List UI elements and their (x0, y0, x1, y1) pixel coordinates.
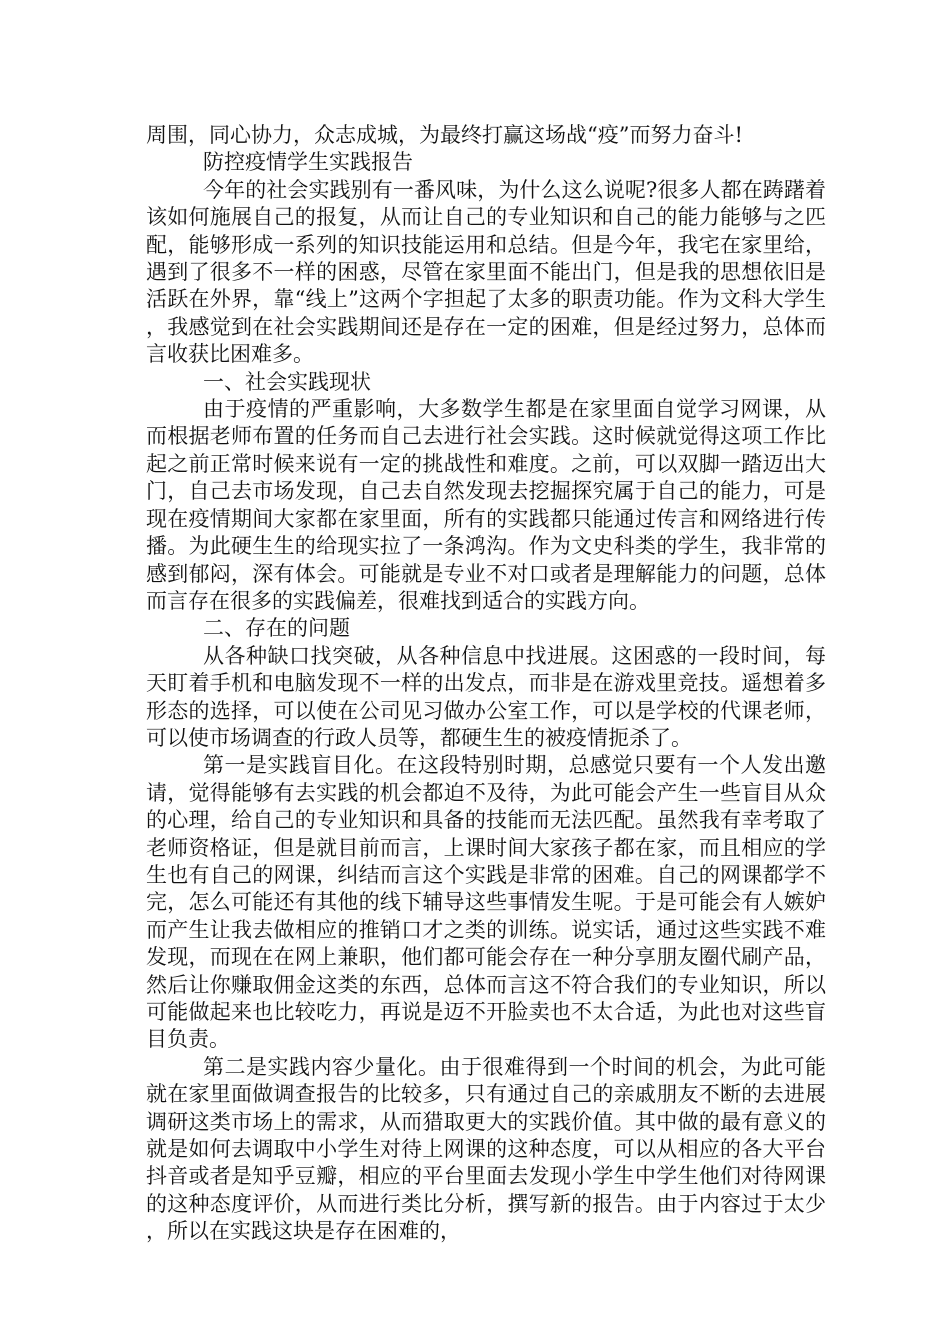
section-heading-status: 一、社会实践现状 (203, 369, 371, 394)
paragraph-intro: 今年的社会实践别有一番风味，为什么这么说呢?很多人都在踌躇着该如何施展自己的报复，从而让自己的专业知识和自己的能力能够与之匹配，能够形成一系列的知识技能运用和总结。但是今年，我宅在家里给，遇到了很多不一样的困惑，尽管在家里面不能出门，但是我的思想依旧是活跃在外界，靠“线上”这两个字担起了太多的职责功能。作为文科大学生，我感觉到在社会实践期间还是存在一定的困难，但是经过努力，总体而言收获比困难多。 (146, 177, 826, 367)
paragraph-second-point: 第二是实践内容少量化。由于很难得到一个时间的机会，为此可能就在家里面做调查报告的比较多，只有通过自己的亲戚朋友不断的去进展调研这类市场上的需求，从而猎取更大的实践价值。其中做的最有意义的就是如何去调取中小学生对待上网课的这种态度，可以从相应的各大平台抖音或者是知乎豆瓣，相应的平台里面去发现小学生中学生他们对待网课的这种态度评价，从而进行类比分析，撰写新的报告。由于内容过于太少，所以在实践这块是存在困难的， (146, 1054, 826, 1244)
section-heading-problems: 二、存在的问题 (203, 616, 350, 641)
paragraph-continuation: 周围，同心协力，众志成城，为最终打赢这场战“疫”而努力奋斗! (146, 123, 743, 147)
report-title: 防控疫情学生实践报告 (203, 150, 413, 175)
paragraph-problems: 从各种缺口找突破，从各种信息中找进展。这困惑的一段时间，每天盯着手机和电脑发现不一样的出发点，而非是在游戏里竞技。遥想着多形态的选择，可以使在公司见习做办公室工作，可以是学校的代课老师，可以使市场调查的行政人员等，都硬生生的被疫情扼杀了。 (146, 643, 826, 750)
document-page (146, 122, 826, 1246)
paragraph-first-point: 第一是实践盲目化。在这段特别时期，总感觉只要有一个人发出邀请，觉得能够有去实践的机会都迫不及待，为此可能会产生一些盲目从众的心理，给自己的专业知识和具备的技能而无法匹配。虽然我有幸考取了老师资格证，但是就目前而言，上课时间大家孩子都在家，而且相应的学生也有自己的网课，纠结而言这个实践是非常的困难。自己的网课都学不完，怎么可能还有其他的线下辅导这些事情发生呢。于是可能会有人嫉妒而产生让我去做相应的推销口才之类的训练。说实话，通过这些实践不难发现，而现在在网上兼职，他们都可能会存在一种分享朋友圈代刷产品，然后让你赚取佣金这类的东西，总体而言这不符合我们的专业知识，所以可能做起来也比较吃力，再说是迈不开脸卖也不太合适，为此也对这些盲目负责。 (146, 753, 826, 1052)
paragraph-status: 由于疫情的严重影响，大多数学生都是在家里面自觉学习网课，从而根据老师布置的任务而自己去进行社会实践。这时候就觉得这项工作比起之前正常时候来说有一定的挑战性和难度。之前，可以双脚一踏迈出大门，自己去市场发现，自己去自然发现去挖掘探究属于自己的能力，可是现在疫情期间大家都在家里面，所有的实践都只能通过传言和网络进行传播。为此硬生生的给现实拉了一条鸿沟。作为文史科类的学生，我非常的感到郁闷，深有体会。可能就是专业不对口或者是理解能力的问题，总体而言存在很多的实践偏差，很难找到适合的实践方向。 (146, 397, 826, 613)
